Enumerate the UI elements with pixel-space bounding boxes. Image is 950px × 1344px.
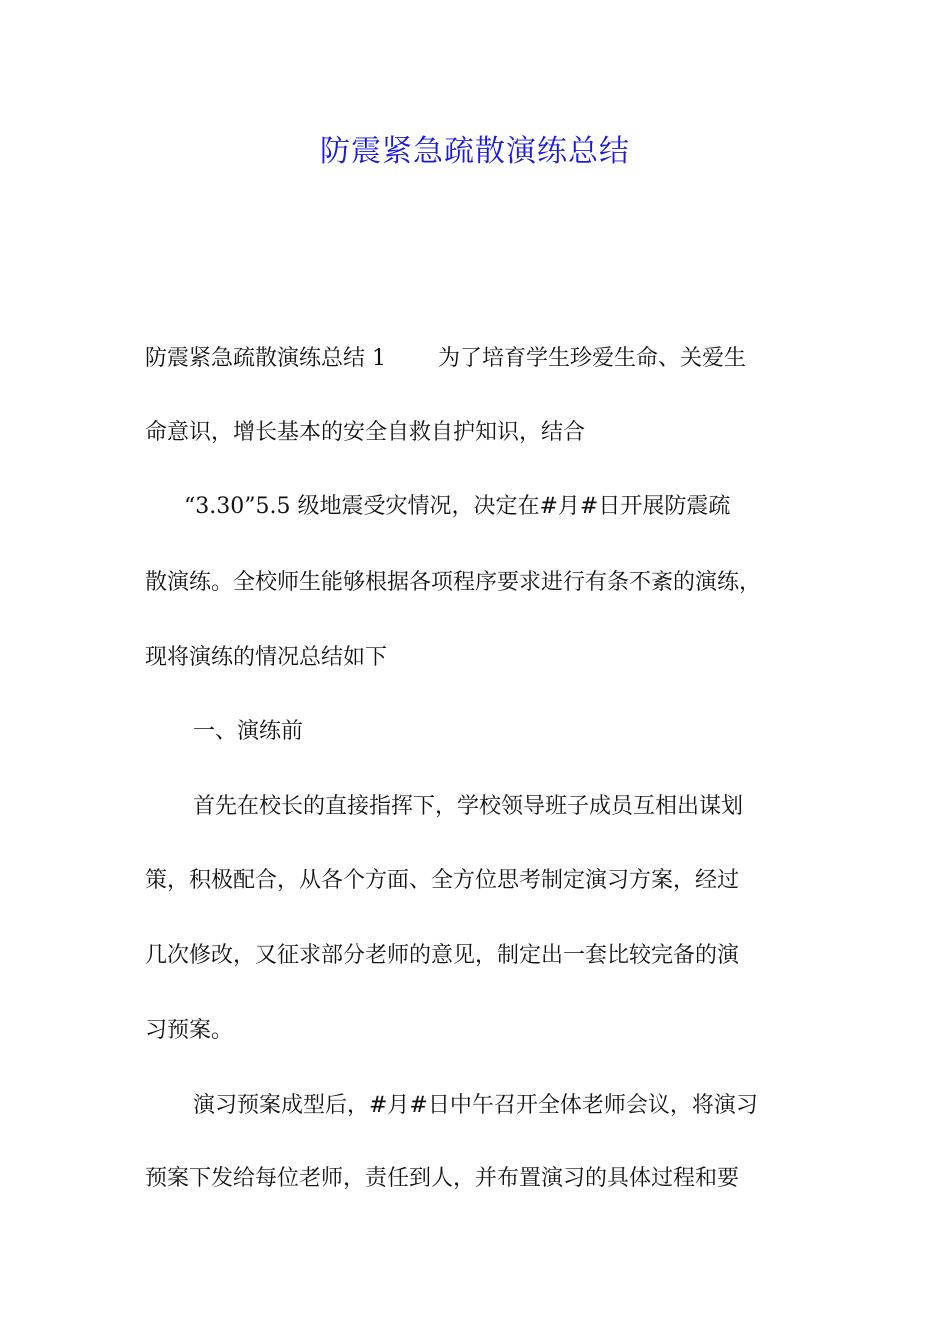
text-line-1 bbox=[145, 341, 825, 377]
text-line-10: 习预案。 bbox=[145, 1018, 234, 1043]
text-line-2: 命意识，增长基本的安全自救自护知识，结合 bbox=[145, 420, 586, 445]
text-line-3: “3.30”5.5 级地震受灾情况，决定在#月#日开展防震疏 bbox=[184, 494, 731, 519]
text-line-5: 现将演练的情况总结如下 bbox=[145, 645, 388, 670]
document-title: 防震紧急疏散演练总结 bbox=[320, 134, 630, 169]
text-line-11: 演习预案成型后，#月#日中午召开全体老师会议，将演习 bbox=[193, 1093, 758, 1118]
text-line-8: 策，积极配合，从各个方面、全方位思考制定演习方案，经过 bbox=[145, 868, 740, 893]
text-line-9: 几次修改，又征求部分老师的意见，制定出一套比较完备的演 bbox=[145, 943, 740, 968]
section-heading-inline: 防震紧急疏散演练总结 1 bbox=[145, 346, 386, 371]
text-line-12: 预案下发给每位老师，责任到人，并布置演习的具体过程和要 bbox=[145, 1166, 740, 1191]
section-heading-1: 一、演练前 bbox=[193, 719, 304, 744]
text-line-7: 首先在校长的直接指挥下，学校领导班子成员互相出谋划 bbox=[193, 794, 744, 819]
text-line-4: 散演练。全校师生能够根据各项程序要求进行有条不紊的演练， bbox=[145, 570, 762, 595]
text-line-1-content: 为了培育学生珍爱生命、关爱生 bbox=[438, 346, 747, 371]
